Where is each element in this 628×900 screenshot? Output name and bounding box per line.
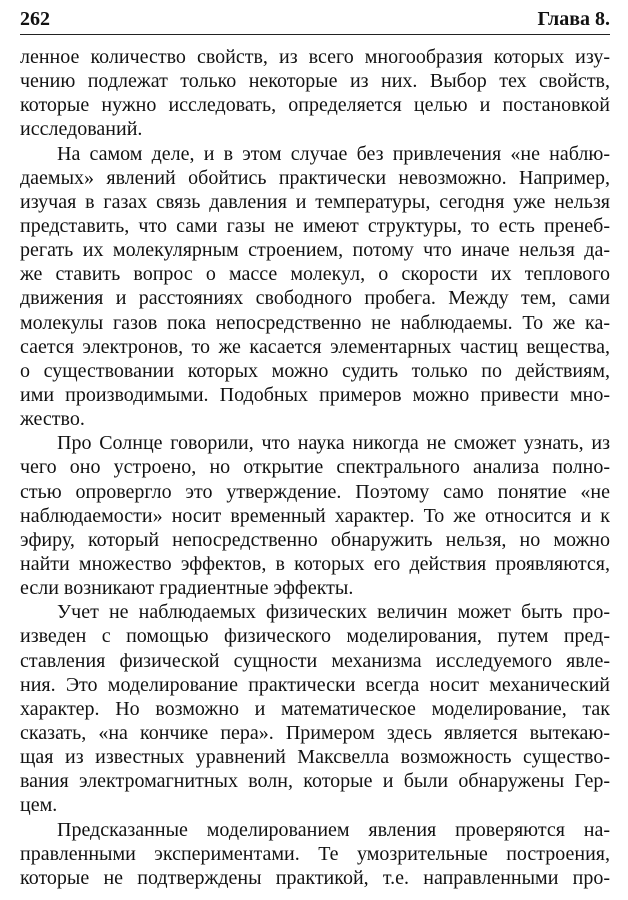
book-page	[20, 6, 610, 890]
text-line: сказать, «на кончике пера». Примером здесь является вытекаю-	[20, 721, 610, 744]
text-line: же ставить вопрос о массе молекул, о скорости их теплового	[20, 263, 610, 286]
text-line: цем.	[20, 794, 58, 817]
text-line: характер. Но возможно и математическое моделирование, так	[20, 697, 610, 720]
text-line: даемых» явлений обойтись практически невозможно. Например,	[20, 166, 610, 189]
text-line: ленное количество свойств, из всего многообразия которых изу-	[20, 46, 610, 68]
text-line: наблюдаемости» носит временный характер. То же относится и к	[20, 504, 610, 527]
paragraph	[20, 45, 610, 142]
text-line: молекулы газов пока непосредственно не наблюдаемы. То же ка-	[20, 311, 610, 334]
page-number: 262	[20, 8, 50, 30]
running-head	[20, 6, 610, 35]
chapter-title: Глава 8.	[537, 8, 610, 30]
text-line: Учет не наблюдаемых физических величин может быть про-	[57, 601, 610, 624]
text-line: ставления физической сущности механизма исследуемого явле-	[20, 649, 610, 672]
text-line: которые нужно исследовать, определяется целью и постановкой	[20, 94, 610, 117]
body-text	[20, 45, 610, 890]
paragraph	[20, 142, 610, 432]
text-line: исследований.	[20, 118, 143, 141]
text-line: стью опровергло это утверждение. Поэтому само понятие «не	[20, 480, 610, 503]
text-line: если возникают градиентные эффекты.	[20, 577, 354, 600]
text-line: которые не подтверждены практикой, т.е. направленными про-	[20, 866, 610, 889]
text-line: эфиру, который непосредственно обнаружить нельзя, но можно	[20, 528, 610, 551]
text-line: изведен с помощью физического моделирования, путем пред-	[20, 625, 610, 648]
text-line: регать их молекулярным строением, потому что иначе нельзя да-	[20, 239, 610, 262]
paragraph	[20, 431, 610, 600]
text-line: щая из известных уравнений Максвелла возможность существо-	[20, 746, 610, 769]
text-line: найти множество эффектов, в которых его действия проявляются,	[20, 552, 610, 575]
text-line: Предсказанные моделированием явления проверяются на-	[57, 818, 610, 841]
text-line: ими производимыми. Подобных примеров можно привести мно-	[20, 383, 610, 406]
text-line: о существовании которых можно судить только по действиям,	[20, 359, 610, 382]
text-line: чению подлежат только некоторые из них. Выбор тех свойств,	[20, 70, 610, 93]
paragraph	[20, 818, 610, 890]
text-line: жество.	[20, 408, 85, 431]
text-line: правленными экспериментами. Те умозрительные построения,	[20, 842, 610, 865]
text-line: Про Солнце говорили, что наука никогда не сможет узнать, из	[57, 432, 610, 455]
text-line: движения и расстояниях свободного пробега. Между тем, сами	[20, 287, 610, 310]
paragraph	[20, 600, 610, 817]
text-line: ния. Это моделирование практически всегда носит механический	[20, 673, 610, 696]
text-line: сается электронов, то же касается элементарных частиц вещества,	[20, 335, 610, 358]
text-line: чего оно устроено, но открытие спектрального анализа полно-	[20, 456, 610, 479]
text-line: представить, что сами газы не имеют структуры, то есть пренеб-	[20, 214, 610, 237]
text-line: изучая в газах связь давления и температуры, сегодня уже нельзя	[20, 190, 610, 213]
text-line: вания электромагнитных волн, которые и были обнаружены Гер-	[20, 770, 610, 793]
text-line: На самом деле, и в этом случае без привлечения «не наблю-	[57, 142, 610, 165]
